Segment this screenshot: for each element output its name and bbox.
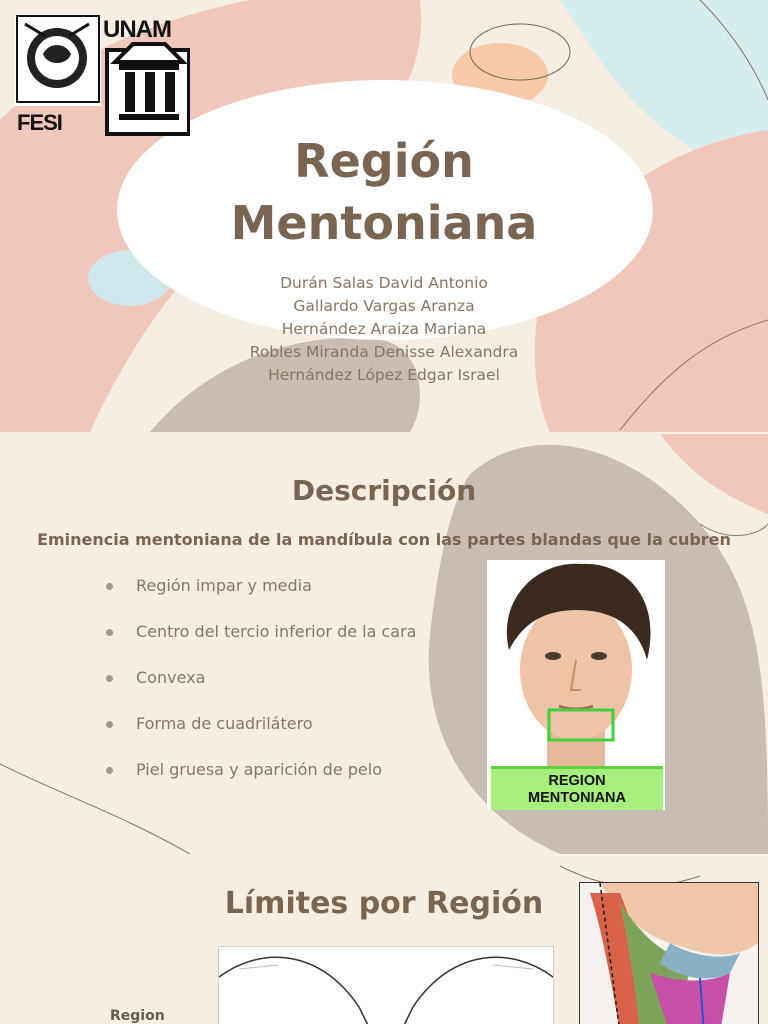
list-item: Región impar y media [104, 574, 416, 620]
author-5: Hernández López Edgar Israel [268, 366, 500, 384]
title-line-2: Mentoniana [230, 196, 538, 250]
logo-unam-text: UNAM [103, 16, 171, 43]
bullet-dot-icon [106, 675, 113, 682]
author-2: Gallardo Vargas Aranza [293, 297, 475, 315]
anatomy-illustration-icon [580, 883, 758, 1024]
title-slide [0, 0, 768, 432]
author-1: Durán Salas David Antonio [280, 274, 488, 292]
list-item: Convexa [104, 666, 416, 712]
region-label: Region [110, 1008, 165, 1024]
diagram-outline-icon [219, 947, 553, 1024]
description-heading: Descripción [291, 474, 477, 507]
bullet-dot-icon [106, 629, 113, 636]
bullet-dot-icon [106, 583, 113, 590]
chin-region-photo [487, 560, 665, 810]
face-illustration-icon [487, 560, 665, 766]
list-item: Forma de cuadrilátero [104, 712, 416, 758]
neck-anatomy-image [579, 882, 759, 1024]
logo-fesi-text: FESI [17, 110, 62, 135]
chin-limits-diagram [218, 946, 554, 1024]
limits-heading: Límites por Región [224, 886, 544, 921]
author-4: Robles Miranda Denisse Alexandra [249, 343, 519, 361]
unam-fesi-logo [15, 14, 190, 136]
list-item: Centro del tercio inferior de la cara [104, 620, 416, 666]
description-subtitle: Eminencia mentoniana de la mandíbula con las partes blandas que la cubren [37, 530, 731, 549]
author-list [0, 272, 768, 387]
bullet-dot-icon [106, 767, 113, 774]
list-item: Piel gruesa y aparición de pelo [104, 758, 416, 804]
author-3: Hernández Araiza Mariana [281, 320, 487, 338]
limits-slide [0, 856, 768, 1024]
description-bullet-list [104, 574, 416, 804]
title-line-1: Región [294, 134, 474, 188]
description-slide [0, 434, 768, 854]
bullet-dot-icon [106, 721, 113, 728]
photo-label: REGION MENTONIANA [491, 766, 663, 810]
